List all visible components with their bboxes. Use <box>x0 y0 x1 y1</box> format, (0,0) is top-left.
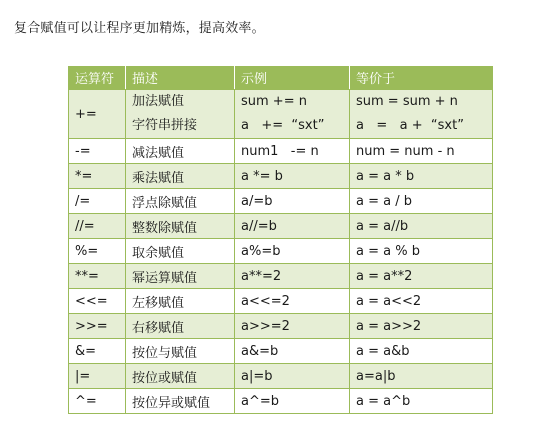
cell-operator <box>69 364 126 389</box>
cell-equivalent-text: a = a>>2 <box>356 318 422 334</box>
cell-equivalent-text: a = a * b <box>356 168 415 184</box>
cell-operator-text: += <box>75 106 97 122</box>
cell-example-text: a%=b <box>241 243 281 259</box>
cell-equivalent-text: a = a&b <box>356 343 410 359</box>
cell-example <box>235 214 350 239</box>
cell-operator <box>69 139 126 164</box>
cell-description <box>126 239 235 264</box>
table-row <box>69 289 493 314</box>
cell-operator <box>69 339 126 364</box>
cell-operator <box>69 264 126 289</box>
table-row <box>69 264 493 289</box>
cell-example <box>235 289 350 314</box>
cell-equivalent-line: a = a + “sxt” <box>356 118 464 133</box>
cell-description-text: 取余赋值 <box>132 245 185 261</box>
cell-example-text: a&=b <box>241 343 279 359</box>
cell-description <box>126 264 235 289</box>
cell-description <box>126 90 235 139</box>
table-row <box>69 389 493 414</box>
cell-operator-text: ^= <box>75 393 97 409</box>
table-row <box>69 339 493 364</box>
cell-description <box>126 214 235 239</box>
cell-description-line: 加法赋值 <box>132 94 185 109</box>
cell-description-text: 整数除赋值 <box>132 220 198 236</box>
cell-operator-text: &= <box>75 343 97 359</box>
header-equivalent: 等价于 <box>350 66 493 90</box>
cell-operator-text: **= <box>75 268 99 284</box>
table-row <box>69 214 493 239</box>
table-body <box>69 90 493 414</box>
cell-example-text: a|=b <box>241 368 273 384</box>
cell-example-text: a^=b <box>241 393 280 409</box>
cell-operator-text: |= <box>75 368 91 384</box>
cell-description <box>126 164 235 189</box>
cell-equivalent <box>350 139 493 164</box>
cell-equivalent-line: sum = sum + n <box>356 94 458 109</box>
cell-description-text: 减法赋值 <box>132 145 185 161</box>
cell-example-text: a**=2 <box>241 268 282 284</box>
cell-operator-text: >>= <box>75 318 108 334</box>
cell-operator-text: <<= <box>75 293 108 309</box>
header-example: 示例 <box>235 66 350 90</box>
table-row <box>69 164 493 189</box>
cell-description <box>126 139 235 164</box>
cell-operator <box>69 164 126 189</box>
cell-description <box>126 339 235 364</box>
cell-operator <box>69 189 126 214</box>
cell-example <box>235 314 350 339</box>
cell-operator <box>69 289 126 314</box>
header-description: 描述 <box>126 66 235 90</box>
cell-description-text: 按位与赋值 <box>132 345 198 361</box>
cell-description-text: 按位异或赋值 <box>132 395 211 411</box>
table-row <box>69 189 493 214</box>
cell-operator <box>69 239 126 264</box>
cell-equivalent <box>350 389 493 414</box>
cell-operator <box>69 314 126 339</box>
cell-equivalent-text: a = a^b <box>356 393 411 409</box>
cell-equivalent <box>350 189 493 214</box>
cell-equivalent <box>350 289 493 314</box>
cell-description <box>126 314 235 339</box>
cell-operator-text: %= <box>75 243 99 259</box>
cell-equivalent <box>350 314 493 339</box>
cell-equivalent <box>350 239 493 264</box>
cell-equivalent <box>350 90 493 139</box>
cell-equivalent <box>350 264 493 289</box>
table-row <box>69 90 493 139</box>
cell-description-text: 左移赋值 <box>132 295 185 311</box>
cell-equivalent <box>350 339 493 364</box>
table-row <box>69 314 493 339</box>
cell-equivalent-text: a = a<<2 <box>356 293 422 309</box>
cell-description <box>126 389 235 414</box>
cell-equivalent <box>350 364 493 389</box>
cell-description-line: 字符串拼接 <box>132 118 198 133</box>
cell-example-text: a<<=2 <box>241 293 290 309</box>
cell-operator-text: *= <box>75 168 93 184</box>
cell-example <box>235 189 350 214</box>
table-row <box>69 139 493 164</box>
cell-example <box>235 339 350 364</box>
cell-operator-text: /= <box>75 193 91 209</box>
cell-description <box>126 189 235 214</box>
cell-operator-text: //= <box>75 218 95 234</box>
cell-equivalent <box>350 164 493 189</box>
cell-operator-text: -= <box>75 143 91 159</box>
cell-example-text: a//=b <box>241 218 277 234</box>
cell-equivalent-text: a = a**2 <box>356 268 413 284</box>
cell-description-text: 按位或赋值 <box>132 370 198 386</box>
cell-equivalent-text: a = a//b <box>356 218 409 234</box>
cell-example-line: sum += n <box>241 94 307 109</box>
cell-equivalent-text: a = a / b <box>356 193 412 209</box>
cell-example-text: a/=b <box>241 193 273 209</box>
table-header-row <box>69 66 493 90</box>
cell-description-text: 右移赋值 <box>132 320 185 336</box>
header-operator: 运算符 <box>69 66 126 90</box>
cell-example-text: a>>=2 <box>241 318 290 334</box>
cell-operator <box>69 389 126 414</box>
cell-equivalent-text: num = num - n <box>356 143 455 159</box>
cell-example <box>235 139 350 164</box>
cell-description-text: 浮点除赋值 <box>132 195 198 211</box>
table-row <box>69 239 493 264</box>
cell-operator <box>69 214 126 239</box>
cell-example <box>235 264 350 289</box>
intro-text: 复合赋值可以让程序更加精炼，提高效率。 <box>14 21 265 36</box>
cell-example <box>235 364 350 389</box>
cell-equivalent <box>350 214 493 239</box>
cell-example-line: a += “sxt” <box>241 118 325 133</box>
cell-example-text: a *= b <box>241 168 283 184</box>
cell-example <box>235 164 350 189</box>
cell-operator <box>69 90 126 139</box>
table-row <box>69 364 493 389</box>
cell-equivalent-text: a = a % b <box>356 243 420 259</box>
cell-description <box>126 364 235 389</box>
cell-equivalent-text: a=a|b <box>356 368 396 384</box>
cell-description-text: 乘法赋值 <box>132 170 185 186</box>
assignment-operators-table <box>68 66 493 414</box>
cell-example <box>235 90 350 139</box>
cell-example-text: num1 -= n <box>241 143 319 159</box>
cell-description-text: 幂运算赋值 <box>132 270 198 286</box>
cell-description <box>126 289 235 314</box>
cell-example <box>235 389 350 414</box>
cell-example <box>235 239 350 264</box>
